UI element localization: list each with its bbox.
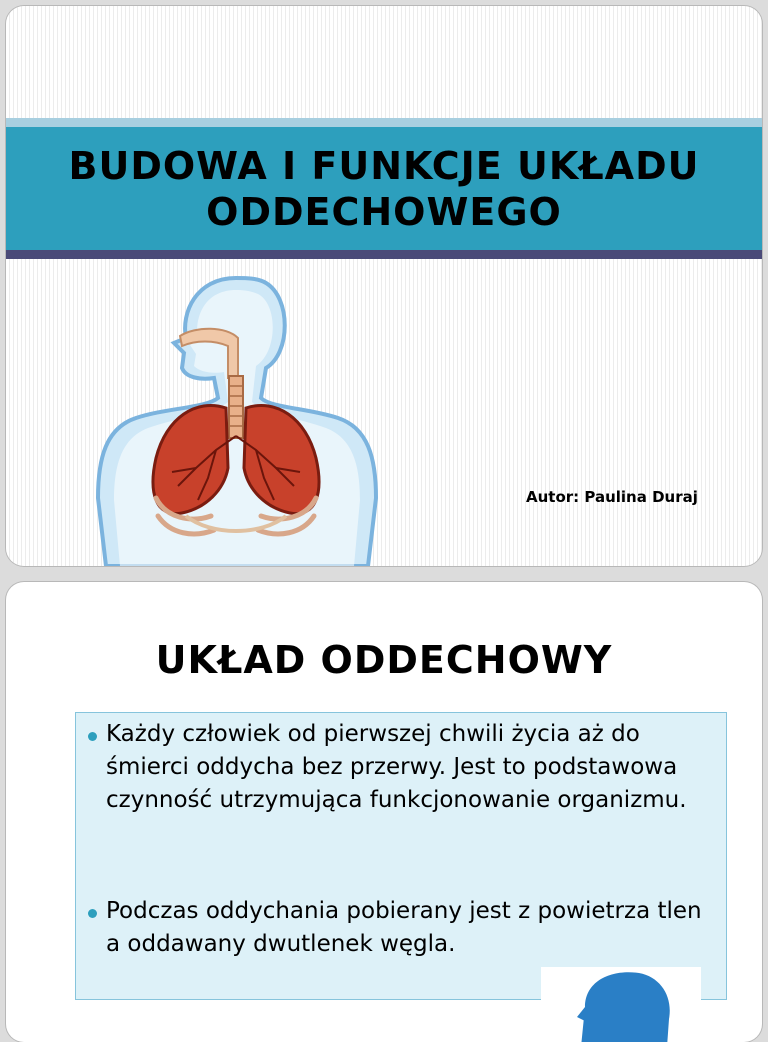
bullet-text: Podczas oddychania pobierany jest z powietrza tlen a oddawany dwutlenek węgla. [106,898,702,957]
respiratory-system-illustration [86,268,386,566]
head-silhouette-illustration [541,967,701,1042]
title-slide [6,6,762,566]
title-band [6,127,762,250]
content-slide [6,582,762,1042]
author-label: Autor: Paulina Duraj [526,488,698,506]
slide-title-line-2: ODDECHOWEGO [206,189,562,234]
content-box [75,712,727,1000]
bullet-item [88,718,718,817]
bullet-dot-icon [88,909,97,918]
slide-title-line-1: BUDOWA I FUNKCJE UKŁADU [68,143,700,188]
bullet-item [88,895,718,961]
bullet-text: Każdy człowiek od pierwszej chwili życia aż do śmierci oddycha bez przerwy. Jest to podstawowa czynność utrzymująca funkcjonowanie organizmu. [106,721,687,813]
title-top-stripe [6,118,762,127]
title-bottom-stripe [6,250,762,259]
slide-2-title: UKŁAD ODDECHOWY [155,638,613,682]
bullet-dot-icon [88,732,97,741]
